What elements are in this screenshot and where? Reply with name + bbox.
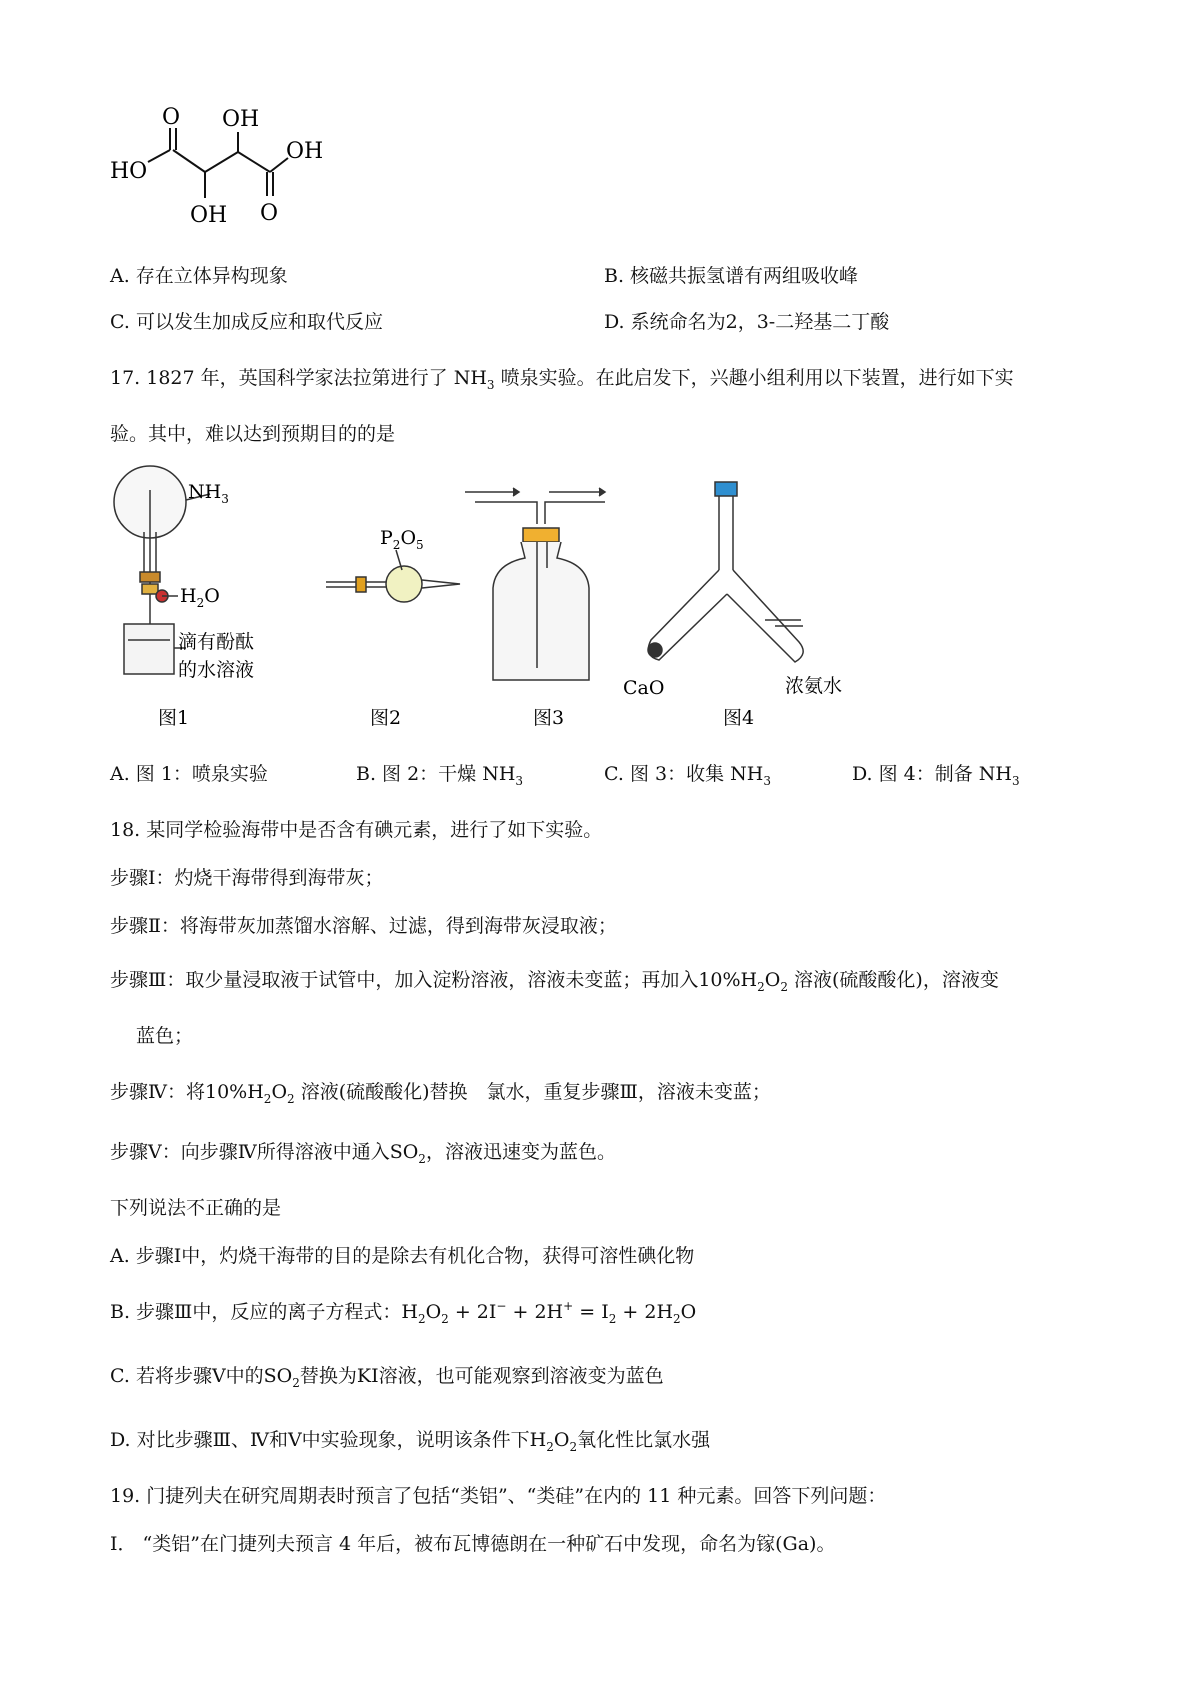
fig4-ammonia-label: 浓氨水 bbox=[785, 675, 843, 697]
q18-option-a: A. 步骤Ⅰ中，灼烧干海带的目的是除去有机化合物，获得可溶性碘化物 bbox=[110, 1245, 695, 1267]
label-ho-left: HO bbox=[110, 159, 148, 184]
q18-step3-cont: 蓝色； bbox=[136, 1025, 194, 1047]
q16-option-d: D. 系统命名为2，3-二羟基二丁酸 bbox=[604, 311, 890, 333]
q19-intro: 19. 门捷列夫在研究周期表时预言了包括“类铝”、“类硅”在内的 11 种元素。回答下列问题： bbox=[110, 1485, 887, 1507]
q18-step4: 步骤Ⅳ：将$10\%H_2O_2$ 溶液(硫酸酸化)替换 氯水，重复步骤Ⅲ，溶液未变蓝； bbox=[110, 1081, 771, 1106]
fig3-caption: 图3 bbox=[533, 707, 565, 729]
q18-step1: 步骤Ⅰ：灼烧干海带得到海带灰； bbox=[110, 867, 384, 889]
q17-option-a: A. 图 1：喷泉实验 bbox=[110, 763, 268, 785]
q17-stem-line1: 17. 1827 年，英国科学家法拉第进行了 $NH_3$ 喷泉实验。在此启发下，兴趣小组利用以下装置，进行如下实 bbox=[110, 367, 1014, 392]
label-oh-top: OH bbox=[222, 107, 260, 132]
q18-intro: 18. 某同学检验海带中是否含有碘元素，进行了如下实验。 bbox=[110, 819, 603, 841]
fig1-solution-label-1: 滴有酚酞 bbox=[178, 631, 255, 653]
label-oh-bottom: OH bbox=[190, 203, 228, 228]
q18-step5: 步骤Ⅴ：向步骤Ⅳ所得溶液中通入$SO_2$，溶液迅速变为蓝色。 bbox=[110, 1141, 616, 1166]
q18-option-d: D. 对比步骤Ⅲ、Ⅳ和Ⅴ中实验现象，说明该条件下$H_2O_2$氧化性比氯水强 bbox=[110, 1429, 711, 1454]
q17-stem-line2: 验。其中，难以达到预期目的的是 bbox=[110, 423, 396, 445]
q17-option-d: D. 图 4：制备 $NH_3$ bbox=[852, 763, 1020, 788]
q17-option-c: C. 图 3：收集 $NH_3$ bbox=[604, 763, 771, 788]
fig1-nh3-label: $NH_3$ bbox=[188, 481, 229, 506]
figure-3-collection-bottle bbox=[465, 480, 615, 732]
fig4-caption: 图4 bbox=[723, 707, 755, 729]
q19-part1: Ⅰ． “类铝”在门捷列夫预言 4 年后，被布瓦博德朗在一种矿石中发现，命名为镓(Ga)。 bbox=[110, 1533, 836, 1555]
figure-2-drying-tube bbox=[320, 520, 480, 732]
label-oh-right: OH bbox=[286, 139, 324, 164]
q17-option-b: B. 图 2：干燥 $NH_3$ bbox=[356, 763, 524, 788]
fig2-caption: 图2 bbox=[370, 707, 402, 729]
q18-option-b: B. 步骤Ⅲ中，反应的离子方程式：$H_2O_2 + 2I^- + 2H^+ = I_2 + 2H_2O$ bbox=[110, 1299, 697, 1326]
q18-step2: 步骤Ⅱ：将海带灰加蒸馏水溶解、过滤，得到海带灰浸取液； bbox=[110, 915, 617, 937]
fig1-solution-label-2: 的水溶液 bbox=[178, 659, 255, 681]
label-o-bottom: O bbox=[260, 201, 279, 226]
figure-4-y-tube bbox=[615, 470, 845, 732]
tartaric-acid-structure bbox=[110, 100, 370, 240]
q16-option-a: A. 存在立体异构现象 bbox=[110, 265, 288, 287]
fig4-cao-label: CaO bbox=[623, 677, 665, 699]
q16-option-c: C. 可以发生加成反应和取代反应 bbox=[110, 311, 383, 333]
q16-option-b: B. 核磁共振氢谱有两组吸收峰 bbox=[604, 265, 859, 287]
fig1-caption: 图1 bbox=[158, 707, 190, 729]
fig2-p2o5-label: $P_2O_5$ bbox=[380, 527, 424, 552]
fig1-h2o-label: $H_2O$ bbox=[180, 585, 220, 610]
q18-option-c: C. 若将步骤Ⅴ中的$SO_2$替换为KI溶液，也可能观察到溶液变为蓝色 bbox=[110, 1365, 664, 1390]
figure-1-fountain bbox=[100, 462, 300, 732]
label-o-top: O bbox=[162, 105, 181, 130]
q18-step3: 步骤Ⅲ：取少量浸取液于试管中，加入淀粉溶液，溶液未变蓝；再加入$10\%H_2O_2$ 溶液(硫酸酸化)，溶液变 bbox=[110, 969, 999, 994]
q18-question: 下列说法不正确的是 bbox=[110, 1197, 282, 1219]
